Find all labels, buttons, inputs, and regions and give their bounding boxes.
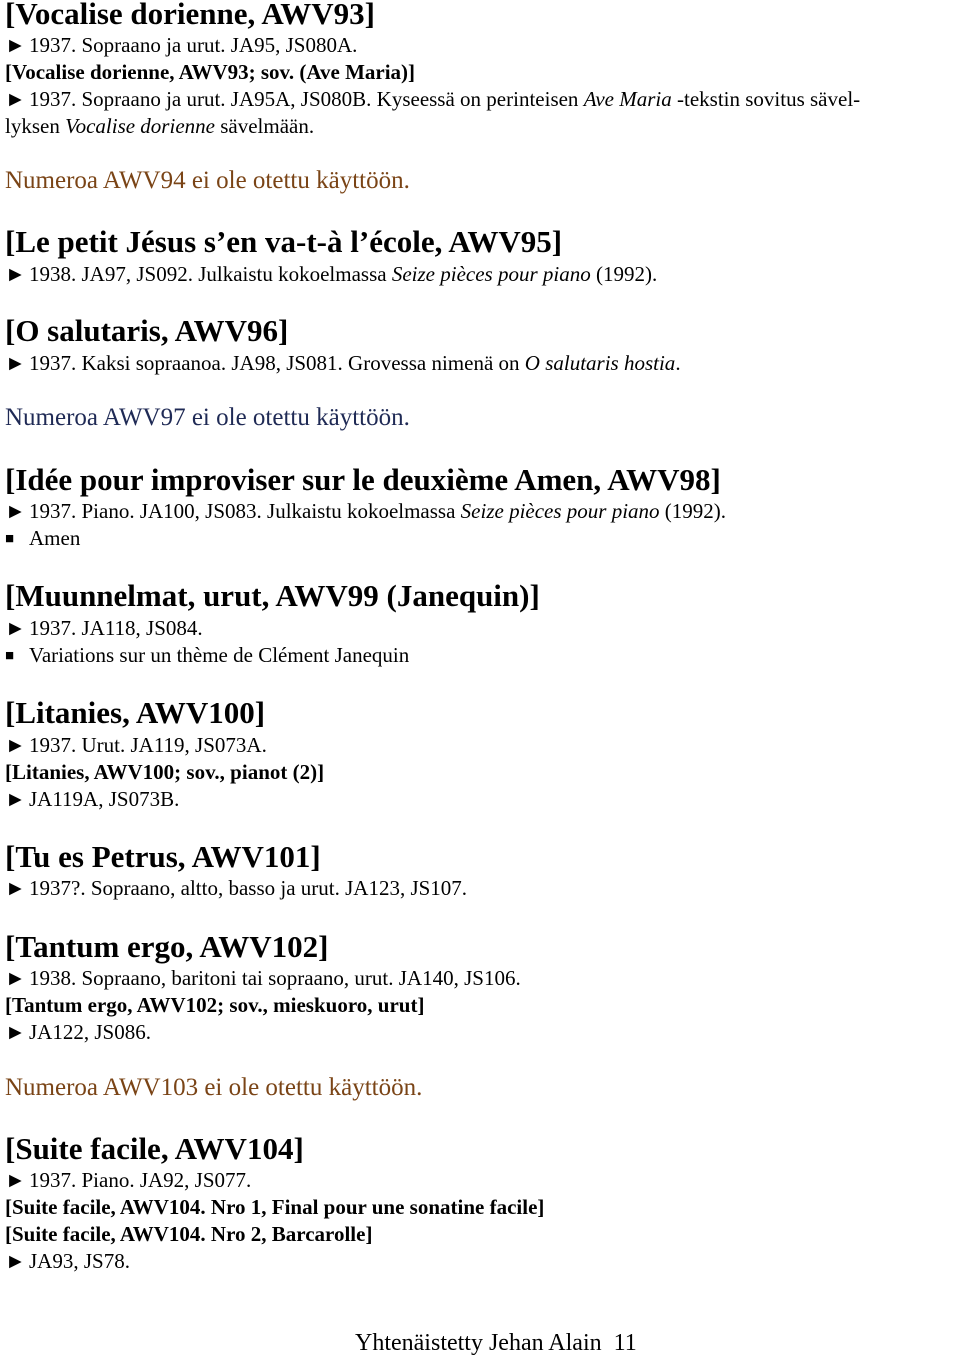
entry-subheading: [Suite facile, AWV104. Nro 1, Final pour une sonatine facile] — [5, 1195, 545, 1219]
entry-detail: ► JA93, JS78. — [5, 1249, 130, 1273]
page-footer — [355, 1328, 637, 1358]
entry-subheading: [Tantum ergo, AWV102; sov., mieskuoro, urut] — [5, 993, 425, 1017]
entry-detail: ► 1937. Piano. JA100, JS083. Julkaistu kokoelmassa Seize pièces pour piano (1992). — [5, 499, 727, 523]
entry-heading-awv96: [O salutaris, AWV96] — [5, 313, 289, 348]
page-number: 11 — [613, 1330, 637, 1356]
entry-detail: ► JA119A, JS073B. — [5, 787, 180, 811]
entry-detail: ► 1937. Kaksi sopraanoa. JA98, JS081. Grovessa nimenä on O salutaris hostia. — [5, 351, 681, 375]
entry-subheading: [Suite facile, AWV104. Nro 2, Barcarolle] — [5, 1222, 373, 1246]
footer-title: Yhtenäistetty Jehan Alain — [355, 1330, 602, 1356]
entry-heading-awv98: [Idée pour improviser sur le deuxième Amen, AWV98] — [5, 462, 721, 497]
entry-detail: ► 1937. Urut. JA119, JS073A. — [5, 733, 267, 757]
entry-detail: ► 1937. Sopraano ja urut. JA95, JS080A. — [5, 33, 358, 57]
unused-number-note: Numeroa AWV94 ei ole otettu käyttöön. — [5, 167, 410, 194]
arrow-marker-icon: ► — [5, 1249, 26, 1273]
arrow-marker-icon: ► — [5, 262, 26, 286]
entry-detail: ► JA122, JS086. — [5, 1020, 151, 1044]
entry-detail: ► 1938. JA97, JS092. Julkaistu kokoelmassa Seize pièces pour piano (1992). — [5, 262, 658, 286]
uniform-title: ■ Variations sur un thème de Clément Janequin — [5, 643, 410, 667]
entry-heading-awv93: [Vocalise dorienne, AWV93] — [5, 0, 375, 31]
arrow-marker-icon: ► — [5, 1168, 26, 1192]
entry-detail: ► 1937. Sopraano ja urut. JA95A, JS080B. Kyseessä on perinteisen Ave Maria -tekstin sovitus sävel- — [5, 87, 861, 111]
entry-detail: ► 1937. JA118, JS084. — [5, 616, 203, 640]
entry-subheading: [Litanies, AWV100; sov., pianot (2)] — [5, 760, 325, 784]
entry-heading-awv100: [Litanies, AWV100] — [5, 695, 266, 730]
entry-heading-awv99: [Muunnelmat, urut, AWV99 (Janequin)] — [5, 578, 540, 613]
uniform-title: ■ Amen — [5, 526, 81, 550]
entry-detail: ► 1938. Sopraano, baritoni tai sopraano, urut. JA140, JS106. — [5, 966, 521, 990]
arrow-marker-icon: ► — [5, 499, 26, 523]
entry-heading-awv95: [Le petit Jésus s’en va-t-à l’école, AWV95] — [5, 224, 563, 259]
square-marker-icon: ■ — [5, 531, 15, 547]
entry-subheading: [Vocalise dorienne, AWV93; sov. (Ave Maria)] — [5, 60, 416, 84]
entry-heading-awv101: [Tu es Petrus, AWV101] — [5, 839, 321, 874]
arrow-marker-icon: ► — [5, 351, 26, 375]
arrow-marker-icon: ► — [5, 876, 26, 900]
entry-detail: ► 1937?. Sopraano, altto, basso ja urut. JA123, JS107. — [5, 876, 468, 900]
entry-detail-continued: lyksen Vocalise dorienne sävelmään. — [5, 114, 315, 138]
arrow-marker-icon: ► — [5, 33, 26, 57]
unused-number-note: Numeroa AWV97 ei ole otettu käyttöön. — [5, 404, 410, 431]
arrow-marker-icon: ► — [5, 87, 26, 111]
arrow-marker-icon: ► — [5, 787, 26, 811]
arrow-marker-icon: ► — [5, 966, 26, 990]
arrow-marker-icon: ► — [5, 616, 26, 640]
entry-detail: ► 1937. Piano. JA92, JS077. — [5, 1168, 252, 1192]
unused-number-note: Numeroa AWV103 ei ole otettu käyttöön. — [5, 1074, 423, 1101]
arrow-marker-icon: ► — [5, 1020, 26, 1044]
entry-heading-awv102: [Tantum ergo, AWV102] — [5, 929, 329, 964]
entry-heading-awv104: [Suite facile, AWV104] — [5, 1131, 304, 1166]
square-marker-icon: ■ — [5, 648, 15, 664]
arrow-marker-icon: ► — [5, 733, 26, 757]
